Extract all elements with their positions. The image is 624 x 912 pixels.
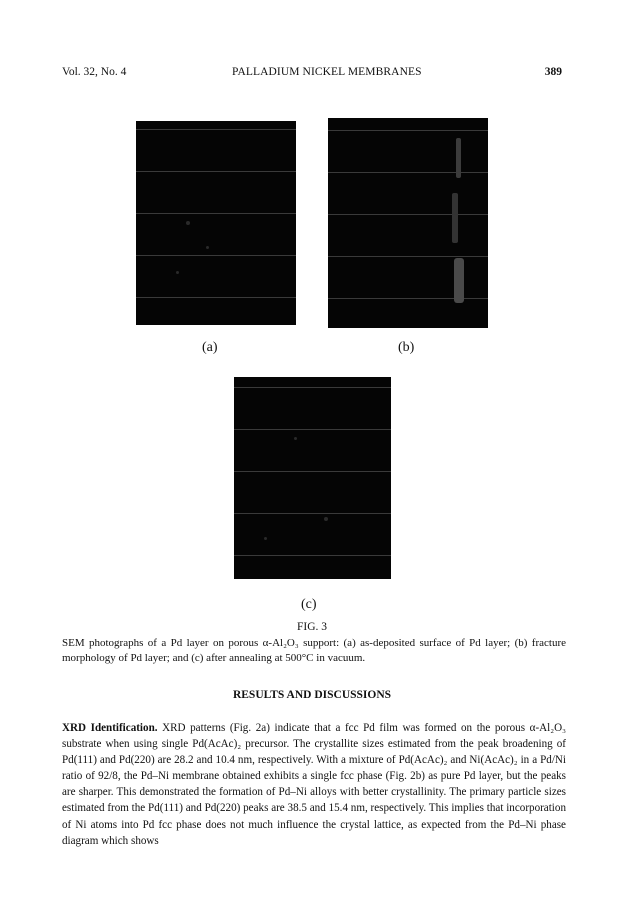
scan-line: [136, 171, 296, 172]
scan-line: [136, 213, 296, 214]
texture-speck: [264, 537, 267, 540]
figure-caption: SEM photographs of a Pd layer on porous α-Al₂O₃ support: (a) as-deposited surface of Pd layer; (b) fracture morphology of Pd layer; and (c) after annealing at 500°C in vacuum.: [62, 637, 566, 664]
texture-speck: [206, 246, 209, 249]
sem-photo-b: [328, 118, 488, 328]
sem-photo-a: [136, 121, 296, 325]
scan-line: [234, 471, 391, 472]
subfigure-label-b: (b): [398, 340, 415, 355]
figure-title: FIG. 3: [296, 621, 328, 633]
journal-volume: Vol. 32, No. 4: [62, 66, 127, 78]
scan-line: [136, 129, 296, 130]
texture-speck: [176, 271, 179, 274]
fracture-edge: [452, 193, 458, 243]
texture-speck: [294, 437, 297, 440]
texture-speck: [186, 221, 190, 225]
scan-line: [328, 214, 488, 215]
scan-line: [234, 555, 391, 556]
scan-line: [328, 130, 488, 131]
section-heading: RESULTS AND DISCUSSIONS: [232, 689, 392, 701]
fracture-edge: [454, 258, 464, 303]
body-paragraph: [62, 720, 566, 849]
scan-line: [328, 172, 488, 173]
scan-line: [328, 298, 488, 299]
sem-photo-c: [234, 377, 391, 579]
scan-line: [136, 255, 296, 256]
scan-line: [234, 429, 391, 430]
scan-line: [136, 297, 296, 298]
texture-speck: [324, 517, 328, 521]
running-title: PALLADIUM NICKEL MEMBRANES: [232, 66, 422, 78]
running-header: [62, 66, 562, 82]
paragraph-run-in-heading: XRD Identification.: [62, 722, 158, 734]
page-number: 389: [544, 66, 562, 78]
scan-line: [328, 256, 488, 257]
subfigure-label-c: (c): [301, 597, 317, 612]
subfigure-label-a: (a): [202, 340, 218, 355]
scan-line: [234, 387, 391, 388]
fracture-edge: [456, 138, 461, 178]
scan-line: [234, 513, 391, 514]
paragraph-text: XRD patterns (Fig. 2a) indicate that a fcc Pd film was formed on the porous α-Al₂O₃ substrate when using single Pd(AcAc)₂ precursor. The crystallite sizes estimated from the peak broadening of Pd(111) and Pd(220) are 28.2 and 10.4 nm, respectively. With a mixture of Pd(AcAc)₂ and Ni(AcAc)₂ in a Pd/Ni ratio of 92/8, the Pd–Ni membrane obtained exhibits a single fcc phase (Fig. 2b) as pure Pd layer, but the peaks are sharper. This demonstrated the formation of Pd–Ni alloys with better crystallinity. The primary particle sizes estimated from the Pd(111) and Pd(220) peaks are 38.5 and 15.4 nm, respectively. This implies that incorporation of Ni atoms into Pd fcc phase does not much influence the crystal lattice, as expected from the Pd–Ni phase diagram which shows: [62, 722, 566, 847]
